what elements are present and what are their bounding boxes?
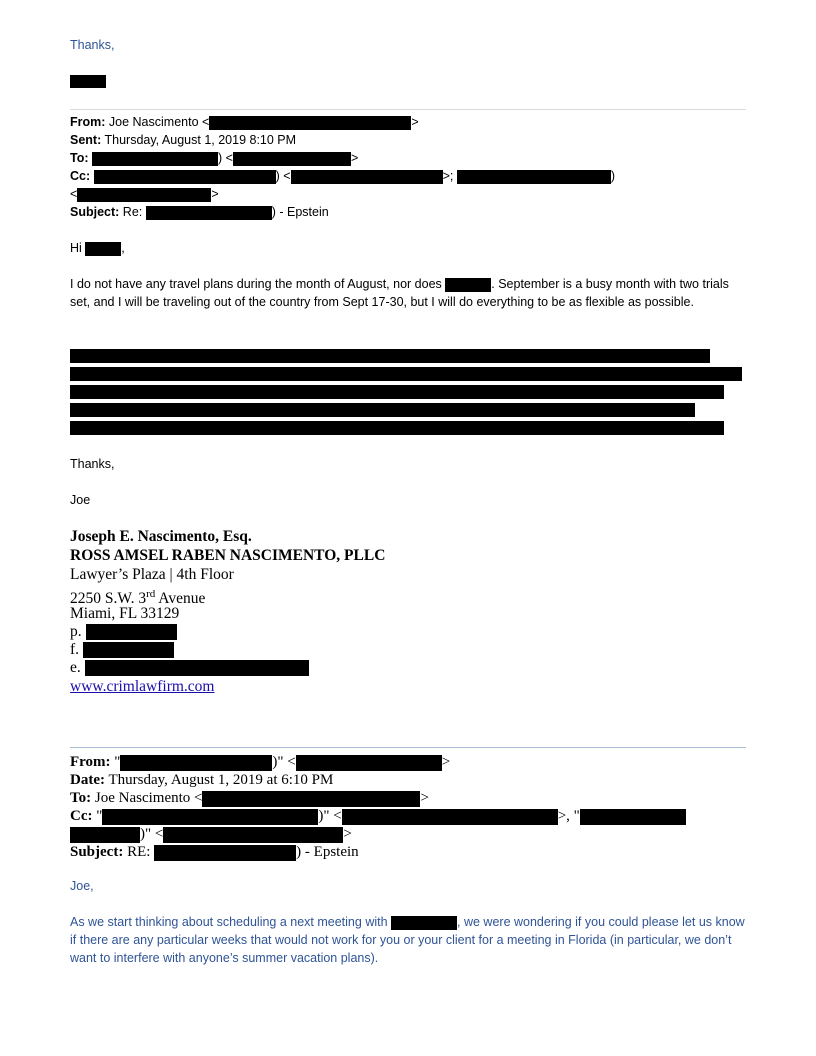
punct: >: [441, 754, 451, 770]
punct: >: [420, 790, 429, 806]
date-label: Date:: [70, 772, 105, 788]
redaction-block: [94, 170, 276, 184]
punct: <: [70, 187, 78, 201]
subject-suffix: ) - Epstein: [296, 844, 359, 860]
signature-firm: ROSS AMSEL RABEN NASCIMENTO, PLLC: [70, 547, 386, 564]
email1-cc-line: [70, 167, 615, 185]
subject-prefix: RE:: [127, 844, 151, 860]
redaction-block: [163, 827, 343, 843]
signature-website: [70, 677, 214, 696]
signature-fax: [70, 640, 174, 659]
para-text: I do not have any travel plans during the month of August, nor does: [70, 277, 442, 291]
fax-label: f.: [70, 641, 80, 658]
redaction-block: [70, 349, 710, 363]
email1-cc-line2: [70, 185, 219, 203]
redaction-block: [77, 188, 211, 202]
sent-label: Sent:: [70, 133, 102, 147]
redaction-block: [86, 624, 177, 640]
email1-to-line: [70, 149, 358, 167]
redaction-block: [92, 152, 218, 166]
email2-greeting: Joe,: [70, 879, 94, 893]
redaction-block: [70, 827, 140, 843]
punct: ": [96, 808, 103, 824]
email2-cc-line2: [70, 825, 352, 843]
addr-text: 2250 S.W. 3: [70, 590, 147, 608]
punct: )" <: [140, 826, 164, 842]
signature-address-3: Miami, FL 33129: [70, 605, 180, 622]
signature-email: [70, 658, 309, 677]
signature-phone: [70, 622, 177, 641]
divider: [70, 747, 746, 748]
email2-subject-line: [70, 843, 359, 861]
redaction-block: [70, 385, 724, 399]
punct: >;: [442, 169, 454, 183]
punct: )" <: [318, 808, 342, 824]
punct: ,: [121, 241, 125, 255]
redaction-block: [120, 755, 272, 771]
redaction-block: [70, 367, 742, 381]
from-label: From:: [70, 754, 111, 770]
subject-suffix: ) - Epstein: [271, 205, 329, 219]
divider: [70, 109, 746, 110]
punct: ) <: [218, 151, 233, 165]
email1-sent-line: [70, 131, 296, 149]
addr-text: Avenue: [155, 590, 206, 608]
addr-superscript: rd: [146, 588, 156, 600]
email2-from-line: [70, 753, 450, 771]
sent-value: Thursday, August 1, 2019 8:10 PM: [104, 133, 297, 147]
redaction-block: [209, 116, 411, 130]
para-text: As we start thinking about scheduling a next meeting with: [70, 915, 388, 929]
punct: >: [343, 826, 352, 842]
redaction-block: [146, 206, 272, 220]
redaction-block: [233, 152, 351, 166]
punct: ): [610, 169, 616, 183]
cc-label: Cc:: [70, 808, 93, 824]
email1-from-line: [70, 113, 419, 131]
punct: ) <: [275, 169, 291, 183]
redaction-block: [154, 845, 296, 861]
email2-to-line: [70, 789, 429, 807]
email1-subject-line: [70, 203, 329, 221]
email2-body-paragraph: [70, 913, 750, 967]
punct: >: [411, 115, 419, 129]
from-value: Joe Nascimento <: [108, 115, 210, 129]
subject-label: Subject:: [70, 844, 124, 860]
email2-cc-line: [70, 807, 686, 825]
punct: >, ": [557, 808, 580, 824]
phone-label: p.: [70, 623, 82, 640]
signature-address-1: Lawyer’s Plaza | 4th Floor: [70, 566, 234, 583]
redaction-block: [83, 642, 174, 658]
redaction-block: [202, 791, 420, 807]
redaction-block: [85, 660, 309, 676]
date-value: Thursday, August 1, 2019 at 6:10 PM: [108, 772, 334, 788]
redaction-block: [342, 809, 558, 825]
email-label: e.: [70, 659, 81, 676]
para-text: . September is a busy month with two trials set, and I will be traveling out of the country from Sept 17-30, but I will do everything to be as flexible as possible.: [70, 277, 729, 309]
redaction-block: [102, 809, 318, 825]
redaction-block: [391, 916, 457, 930]
redaction-block: [296, 755, 442, 771]
redaction-block: [457, 170, 611, 184]
signature-name: Joseph E. Nascimento, Esq.: [70, 528, 252, 545]
redaction-block: [70, 75, 106, 88]
to-value: Joe Nascimento <: [94, 790, 203, 806]
email1-signoff-name: Joe: [70, 493, 91, 507]
email1-body-paragraph: [70, 275, 750, 311]
email2-date-line: [70, 771, 333, 789]
top-thanks: Thanks,: [70, 38, 115, 52]
cc-label: Cc:: [70, 169, 91, 183]
redaction-block: [70, 421, 724, 435]
to-label: To:: [70, 790, 92, 806]
redaction-block: [291, 170, 443, 184]
email1-thanks: Thanks,: [70, 457, 115, 471]
redaction-block: [445, 278, 491, 292]
from-label: From:: [70, 115, 106, 129]
redaction-block: [580, 809, 686, 825]
redaction-block: [70, 403, 695, 417]
subject-prefix: Re:: [122, 205, 143, 219]
punct: >: [211, 187, 219, 201]
subject-label: Subject:: [70, 205, 120, 219]
redaction-block: [85, 242, 121, 256]
greeting-text: Hi: [70, 241, 82, 255]
punct: )" <: [272, 754, 296, 770]
email1-greeting: [70, 239, 125, 257]
para-text: , we were wondering if you could please let us know if there are any particular weeks that would not work for you or your client for a meeting in Florida (in particular, we don’t want to interfere with anyone’s summer vacation plans).: [70, 915, 745, 965]
to-label: To:: [70, 151, 89, 165]
punct: >: [350, 151, 359, 165]
punct: ": [114, 754, 121, 770]
website-link[interactable]: www.crimlawfirm.com: [70, 678, 215, 695]
